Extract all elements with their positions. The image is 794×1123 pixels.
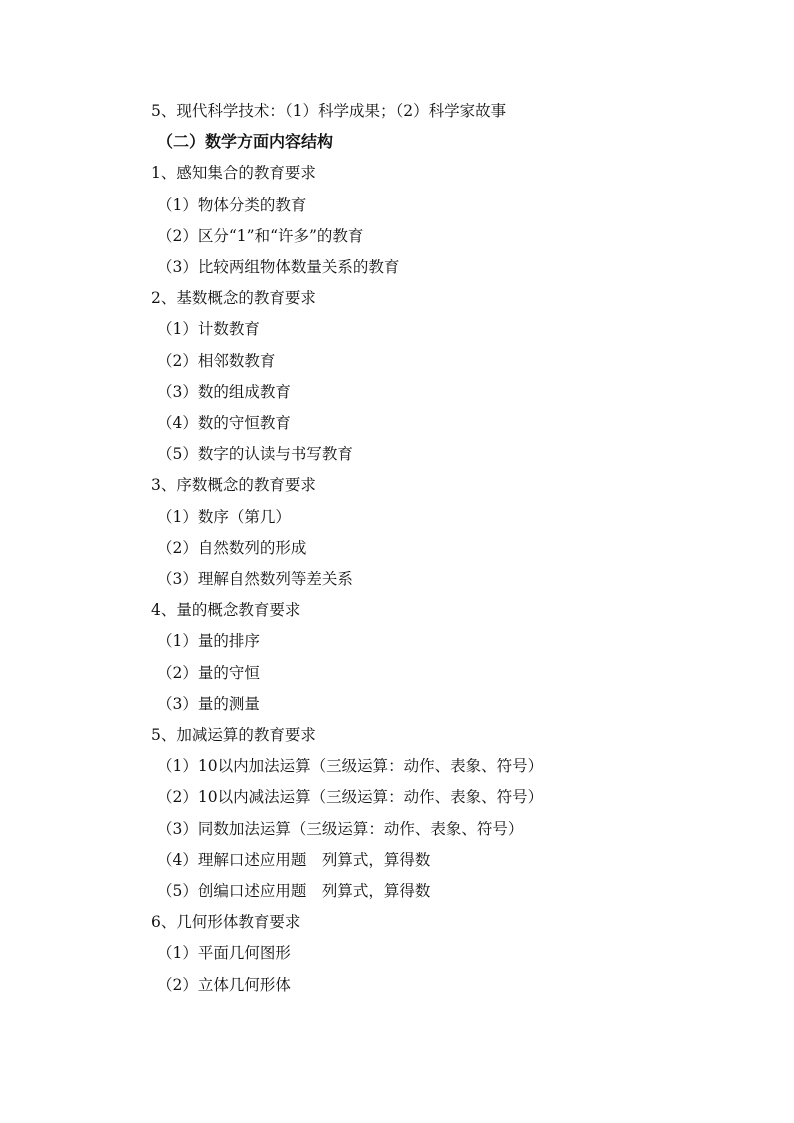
list-item: 1、感知集合的教育要求 (151, 164, 316, 182)
list-subitem: （1）数序（第几） (157, 508, 291, 526)
list-subitem: （2）自然数列的形成 (157, 539, 307, 557)
list-subitem: （3）量的测量 (157, 695, 260, 713)
section-heading: （二）数学方面内容结构 (157, 132, 334, 151)
list-subitem: （1）平面几何图形 (157, 944, 291, 962)
list-subitem: （3）数的组成教育 (157, 383, 291, 401)
list-item: 5、加减运算的教育要求 (151, 726, 316, 744)
list-item: 6、几何形体教育要求 (151, 913, 301, 931)
list-item: 2、基数概念的教育要求 (151, 289, 316, 307)
list-item: 3、序数概念的教育要求 (151, 476, 316, 494)
list-subitem: （2）立体几何形体 (157, 976, 291, 994)
list-subitem: （1）物体分类的教育 (157, 196, 307, 214)
list-subitem: （1）量的排序 (157, 632, 260, 650)
list-subitem: （2）10以内减法运算（三级运算：动作、表象、符号） (157, 788, 544, 806)
list-subitem: （5）数字的认读与书写教育 (157, 445, 353, 463)
list-subitem: （3）理解自然数列等差关系 (157, 570, 353, 588)
list-subitem: （2）量的守恒 (157, 664, 260, 682)
list-subitem: （5）创编口述应用题 列算式，算得数 (157, 882, 431, 900)
list-item: 4、量的概念教育要求 (151, 601, 301, 619)
list-subitem: （2）区分“1”和“许多”的教育 (157, 227, 364, 245)
list-subitem: （1）计数教育 (157, 320, 260, 338)
list-subitem: （4）理解口述应用题 列算式，算得数 (157, 851, 431, 869)
list-subitem: （4）数的守恒教育 (157, 414, 291, 432)
list-subitem: （2）相邻数教育 (157, 352, 276, 370)
list-subitem: （3）同数加法运算（三级运算：动作、表象、符号） (157, 820, 524, 838)
list-subitem: （1）10以内加法运算（三级运算：动作、表象、符号） (157, 757, 544, 775)
paragraph-line: 5、现代科学技术：（1）科学成果；（2）科学家故事 (151, 102, 507, 120)
list-subitem: （3）比较两组物体数量关系的教育 (157, 258, 400, 276)
